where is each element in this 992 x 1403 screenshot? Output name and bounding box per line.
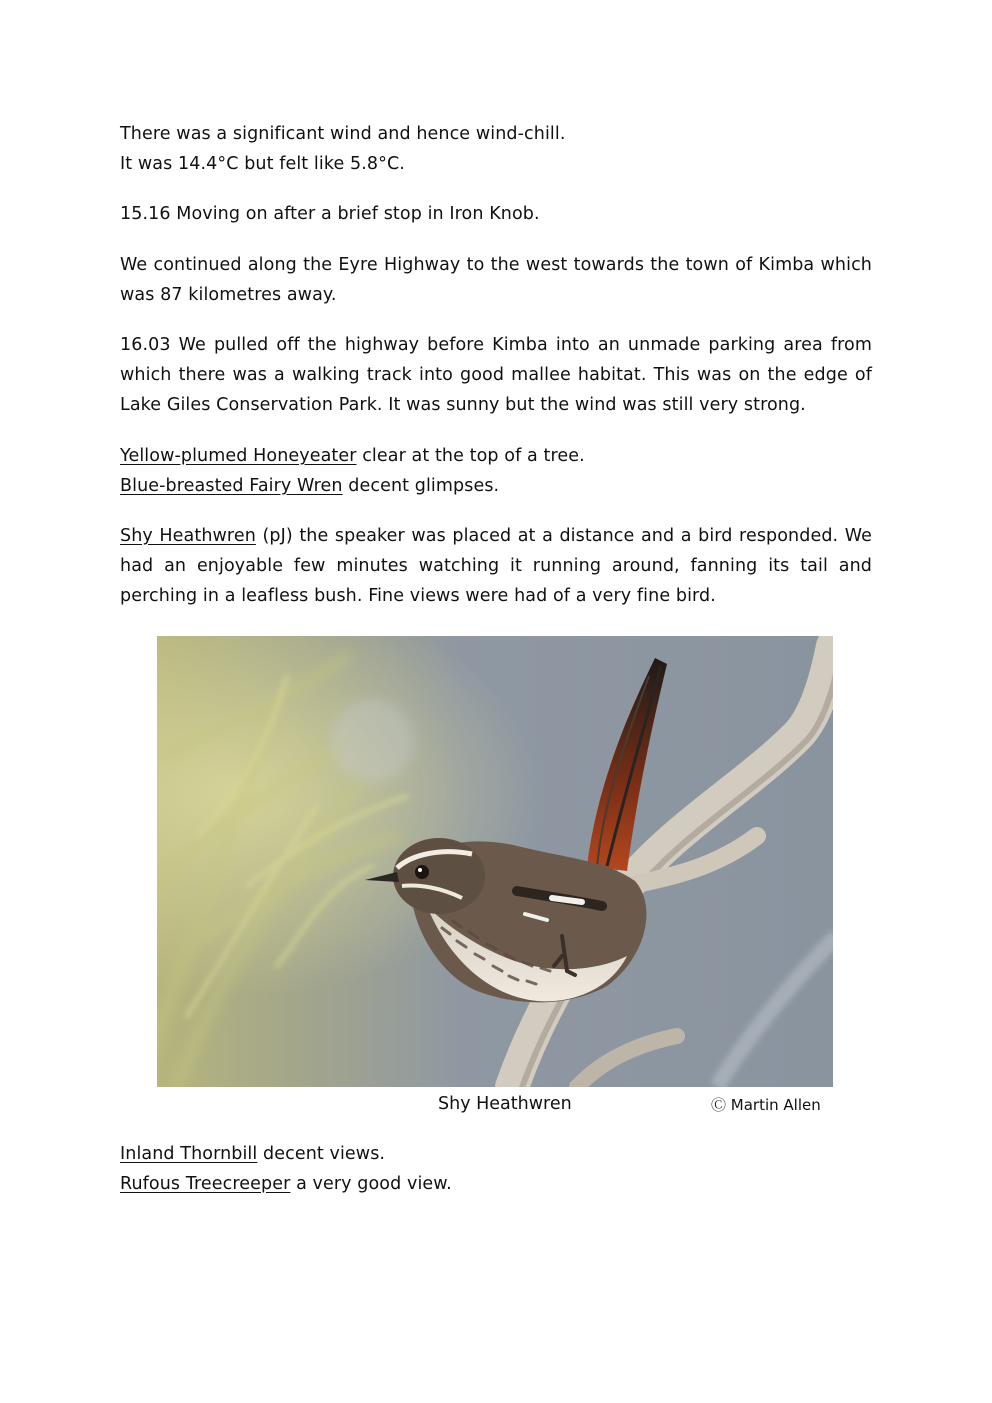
shy-heathwren-photo xyxy=(157,636,833,1087)
photo-caption: Shy Heathwren xyxy=(438,1094,572,1114)
species-name: Yellow-plumed Honeyeater xyxy=(120,446,357,466)
species-name: Rufous Treecreeper xyxy=(120,1174,291,1194)
sighting-inland-thornbill xyxy=(120,1139,872,1169)
pulled-off-paragraph xyxy=(120,330,872,420)
bird-illustration xyxy=(157,636,833,1087)
sighting-note: clear at the top of a tree. xyxy=(356,446,585,466)
sighting-note: decent views. xyxy=(257,1144,386,1164)
sightings-paragraph-3 xyxy=(120,1139,872,1199)
sighting-rufous-treecreeper xyxy=(120,1169,872,1199)
sighting-yellow-plumed xyxy=(120,441,872,471)
species-name: Inland Thornbill xyxy=(120,1144,258,1164)
sightings-paragraph-2 xyxy=(120,521,872,611)
sighting-note: decent glimpses. xyxy=(342,476,500,496)
species-name: Shy Heathwren xyxy=(120,526,256,546)
wind-chill-line: There was a significant wind and hence wind-chill. xyxy=(120,124,566,144)
photo-credit: Ⓒ Martin Allen xyxy=(711,1096,821,1114)
sighting-shy-heathwren xyxy=(120,521,872,611)
sightings-paragraph-1 xyxy=(120,441,872,501)
pulled-off-text: 16.03 We pulled off the highway before Kimba into an unmade parking area from which there was a walking track into good mallee habitat. This was on the edge of Lake Giles Conservation Park. It was sunny but the wind was still very strong. xyxy=(120,335,872,415)
species-name: Blue-breasted Fairy Wren xyxy=(120,476,343,496)
moving-on-line: 15.16 Moving on after a brief stop in Iron Knob. xyxy=(120,204,540,224)
moving-on-paragraph xyxy=(120,199,872,229)
continued-text: We continued along the Eyre Highway to the west towards the town of Kimba which was 87 kilometres away. xyxy=(120,255,872,305)
continued-paragraph xyxy=(120,250,872,310)
temperature-line: It was 14.4°C but felt like 5.8°C. xyxy=(120,154,405,174)
sighting-note: a very good view. xyxy=(290,1174,452,1194)
sighting-blue-breasted xyxy=(120,471,872,501)
wind-paragraph xyxy=(120,119,872,179)
sighting-note: (pJ) the speaker was placed at a distance and a bird responded. We had an enjoyable few minutes watching it running around, fanning its tail and perching in a leafless bush. Fine views were had of a very fine bird. xyxy=(120,526,872,606)
